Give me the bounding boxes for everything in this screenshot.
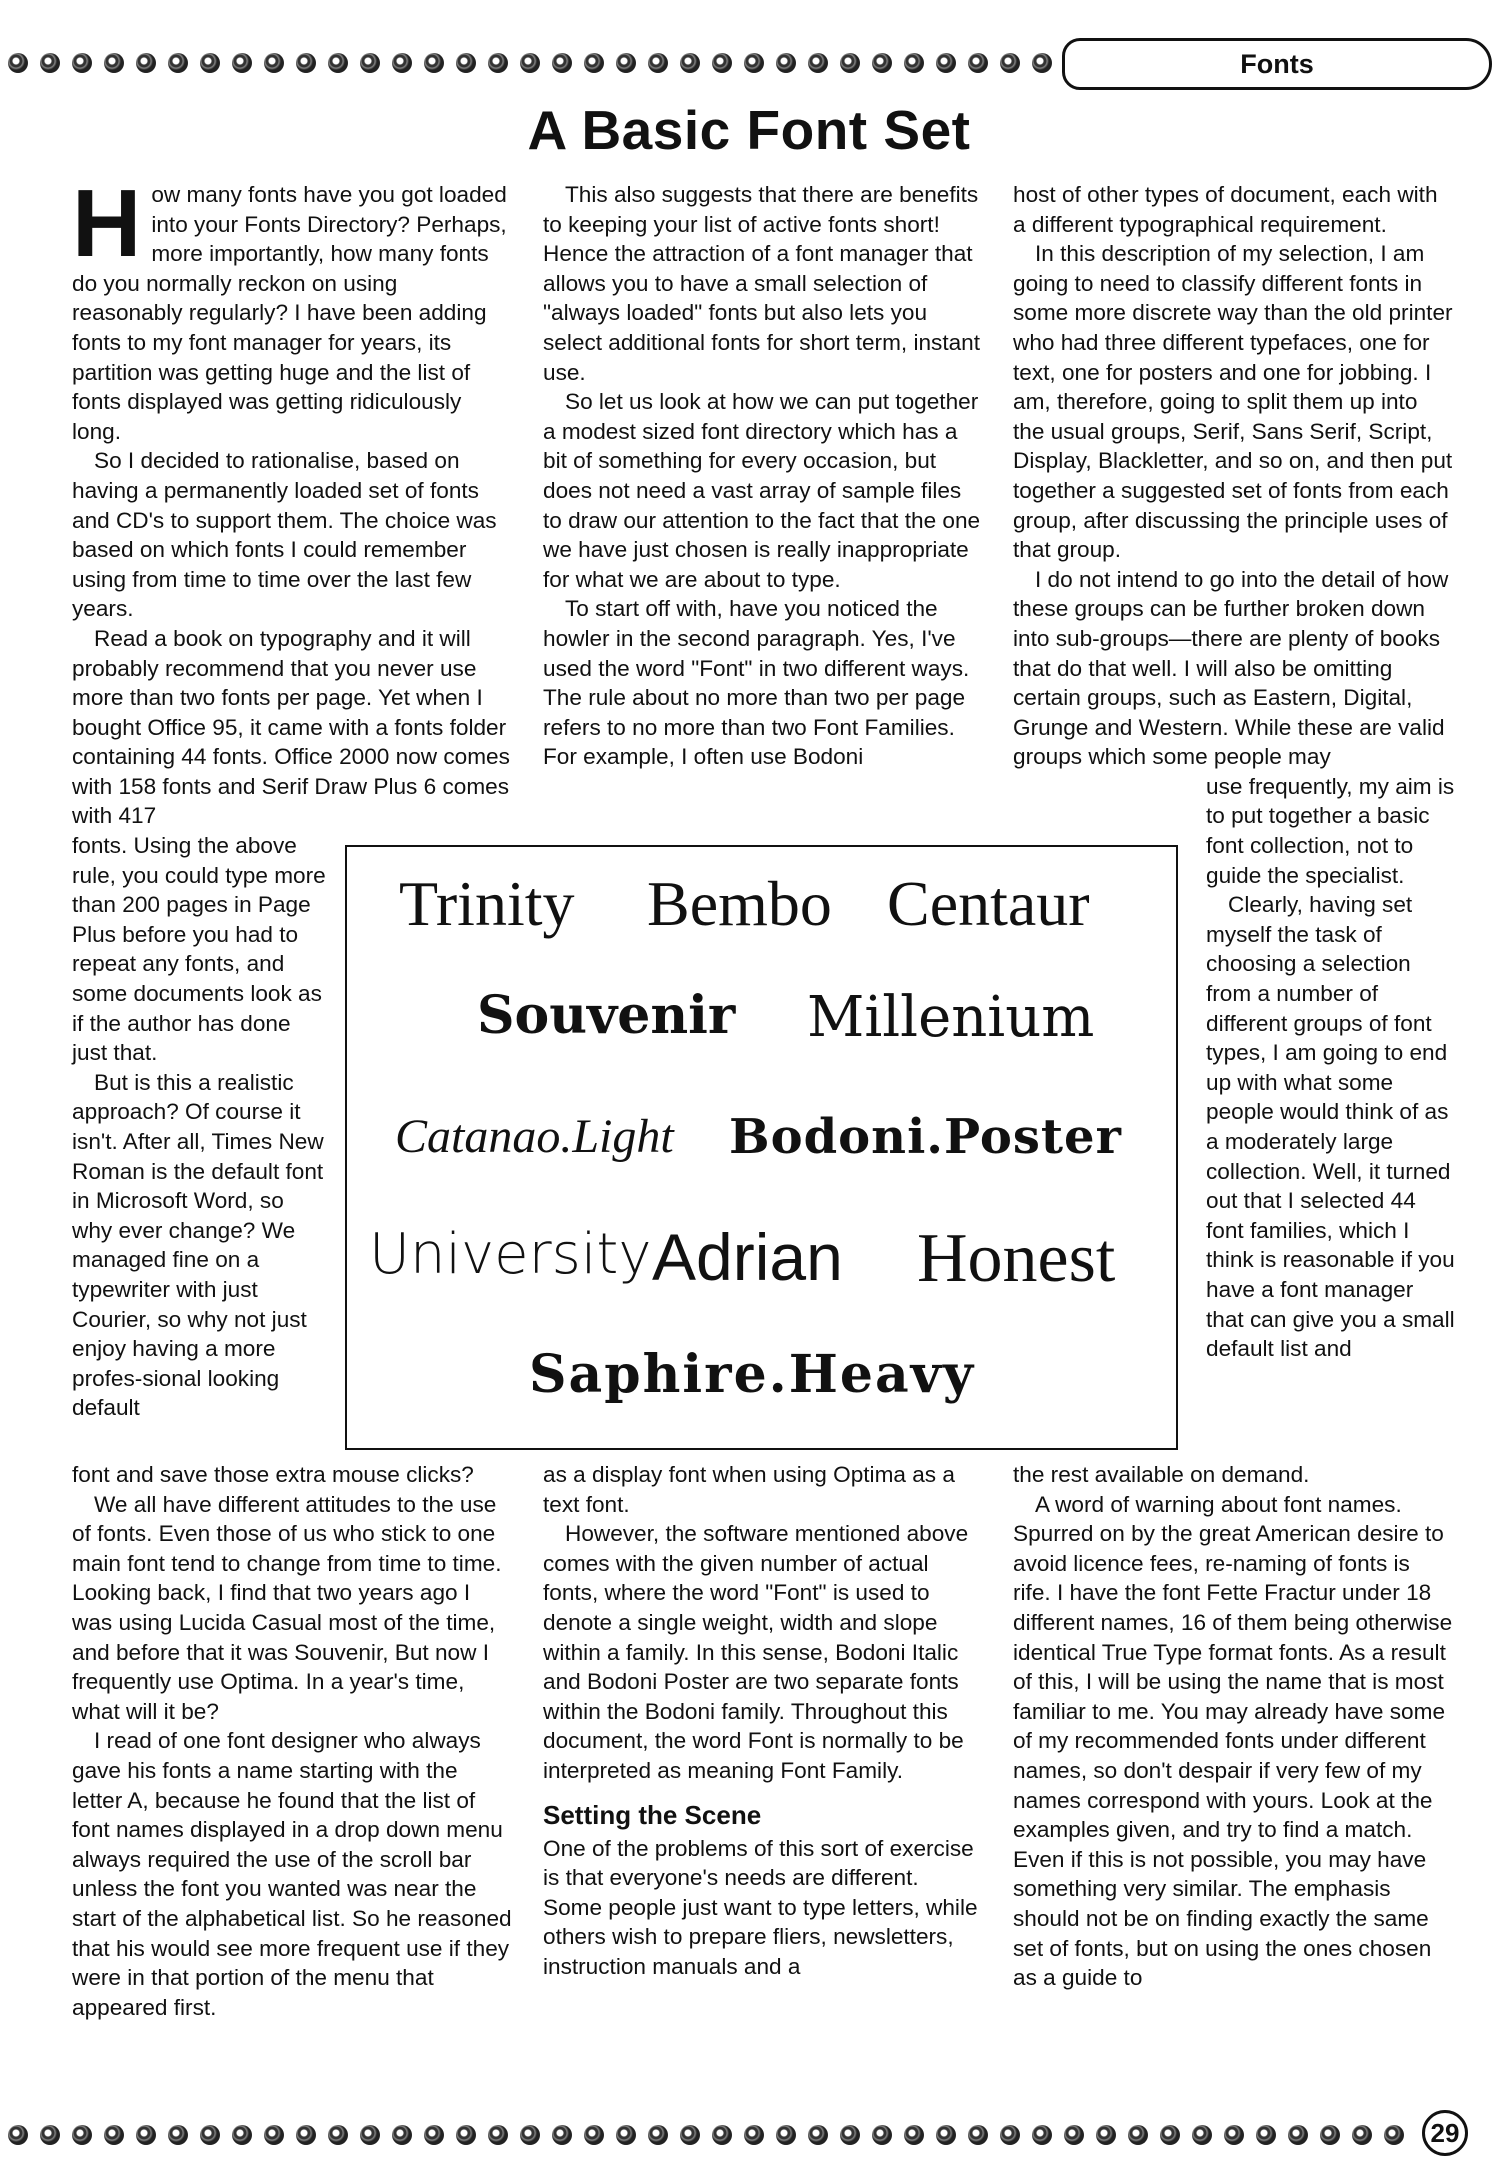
- decorative-dot: [1128, 2125, 1148, 2145]
- decorative-dot: [904, 2125, 924, 2145]
- paragraph: We all have different attitudes to the use of fonts. Even those of us who stick to one main font tend to change from time to time. Looking back, I find that two years ago I was using Lucida Casual most of the time, and before that it was Souvenir, But now I frequently use Optima. In a year's time, what will it be?: [72, 1491, 502, 1724]
- decorative-dot: [872, 53, 892, 73]
- decorative-dot: [392, 53, 412, 73]
- paragraph: However, the software mentioned above comes with the given number of actual fonts, where the word "Font" is used to denote a single weight, width and slope within a family. In this sense, Bodoni Italic and Bodoni Poster are two separate fonts within the Bodoni family. Throughout this document, the word Font is normally to be interpreted as meaning Font Family.: [543, 1521, 969, 1783]
- decorative-dot: [424, 2125, 444, 2145]
- decorative-dot: [1000, 53, 1020, 73]
- decorative-dot: [776, 53, 796, 73]
- decorative-dot: [328, 53, 348, 73]
- paragraph: Read a book on typography and it will probably recommend that you never use more than two fonts per page. Yet when I bought Office 95, it came with a fonts folder containing 44 fonts. Office 2000 now comes with 158 fonts and Serif Draw Plus 6 comes with 417: [72, 625, 510, 829]
- drop-cap: H: [72, 170, 142, 277]
- paragraph: This also suggests that there are benefits to keeping your list of active fonts short! Hence the attraction of a font manager that allows you to have a small selection of "always loaded" fonts but also lets you select additional fonts for short term, instant use.: [543, 182, 981, 385]
- decorative-dot: [168, 2125, 188, 2145]
- decorative-dot: [1032, 2125, 1052, 2145]
- paragraph: use frequently, my aim is to put together a basic font collection, not to guide the specialist.: [1206, 773, 1455, 888]
- decorative-dot: [264, 2125, 284, 2145]
- decorative-dot: [104, 2125, 124, 2145]
- paragraph-text: ow many fonts have you got loaded into your Fonts Directory? Perhaps, more importantly, how many fonts do you normally reckon on using reasonably regularly? I have been adding fonts to my font manager for years, its partition was getting huge and the list of fonts displayed was getting ridiculously long.: [72, 182, 507, 444]
- decorative-dot: [72, 53, 92, 73]
- decorative-dot: [200, 53, 220, 73]
- column-2-bottom: [543, 1460, 983, 1982]
- decorative-dot: [1352, 2125, 1372, 2145]
- decorative-dot: [520, 53, 540, 73]
- font-sample-souvenir: Souvenir: [477, 985, 736, 1046]
- section-label: Fonts: [1240, 48, 1314, 79]
- paragraph: host of other types of document, each with a different typographical requirement.: [1013, 182, 1438, 237]
- decorative-dot: [808, 53, 828, 73]
- decorative-dot: [520, 2125, 540, 2145]
- footer-dot-border: [8, 2125, 1428, 2145]
- decorative-dot: [968, 2125, 988, 2145]
- font-sample-bembo: Bembo: [647, 868, 832, 939]
- decorative-dot: [776, 2125, 796, 2145]
- font-sample-adrian: Adrian: [652, 1220, 843, 1294]
- font-sample-saphire: Saphire.Heavy: [529, 1344, 976, 1405]
- column-3-narrow: [1206, 772, 1456, 1364]
- decorative-dot: [744, 53, 764, 73]
- decorative-dot: [1192, 2125, 1212, 2145]
- decorative-dot: [936, 53, 956, 73]
- decorative-dot: [584, 2125, 604, 2145]
- decorative-dot: [840, 2125, 860, 2145]
- paragraph: Clearly, having set myself the task of choosing a selection from a number of different groups of font types, I am going to end up with what some people would think of as a moderately large collection. Well, it turned out that I selected 44 font families, which I think is reasonable if you have a font manager that can give you a small default list and: [1206, 892, 1455, 1362]
- decorative-dot: [904, 53, 924, 73]
- paragraph: In this description of my selection, I am going to need to classify different fonts in some more discrete way than the old printer who had three different typefaces, one for text, one for posters and one for jobbing. I am, therefore, going to split them up into the usual groups, Serif, Sans Serif, Script, Display, Blackletter, and so on, and then put together a suggested set of fonts from each group, after discussing the principle uses of that group.: [1013, 241, 1453, 563]
- decorative-dot: [168, 53, 188, 73]
- decorative-dot: [808, 2125, 828, 2145]
- paragraph: I do not intend to go into the detail of how these groups can be further broken down into sub-groups—there are plenty of books that do that well. I will also be omitting certain groups, such as Eastern, Digital, Grunge and Western. While these are valid groups which some people may: [1013, 566, 1449, 770]
- paragraph: font and save those extra mouse clicks?: [72, 1462, 474, 1487]
- paragraph: as a display font when using Optima as a text font.: [543, 1462, 955, 1517]
- column-1-narrow: [72, 831, 327, 1423]
- paragraph: So let us look at how we can put together a modest sized font directory which has a bit of something for every occasion, but does not need a vast array of sample files to draw our attention to the fact that the one we have just chosen is really inappropriate for what we are about to type.: [543, 389, 981, 592]
- font-sample-bodoni: Bodoni.Poster: [729, 1109, 1122, 1165]
- decorative-dot: [200, 2125, 220, 2145]
- decorative-dot: [968, 53, 988, 73]
- decorative-dot: [1224, 2125, 1244, 2145]
- page-number: [1422, 2110, 1468, 2156]
- decorative-dot: [424, 53, 444, 73]
- header-dot-border: [8, 53, 1060, 73]
- decorative-dot: [744, 2125, 764, 2145]
- column-2-top: [543, 180, 983, 772]
- paragraph: So I decided to rationalise, based on having a permanently loaded set of fonts and CD's to support them. The choice was based on which fonts I could remember using from time to time over the last few years.: [72, 448, 497, 622]
- decorative-dot: [1032, 53, 1052, 73]
- section-tab: [1062, 38, 1492, 90]
- font-sample-box: [345, 845, 1178, 1450]
- paragraph: To start off with, have you noticed the howler in the second paragraph. Yes, I've used the word "Font" in two different ways. The rule about no more than two per page refers to no more than two Font Families. For example, I often use Bodoni: [543, 596, 970, 770]
- decorative-dot: [232, 2125, 252, 2145]
- decorative-dot: [136, 53, 156, 73]
- decorative-dot: [1064, 2125, 1084, 2145]
- decorative-dot: [456, 2125, 476, 2145]
- font-sample-trinity: Trinity: [399, 868, 575, 939]
- decorative-dot: [680, 53, 700, 73]
- decorative-dot: [488, 53, 508, 73]
- decorative-dot: [1096, 2125, 1116, 2145]
- page-number-text: 29: [1430, 2117, 1460, 2148]
- decorative-dot: [328, 2125, 348, 2145]
- decorative-dot: [584, 53, 604, 73]
- decorative-dot: [8, 2125, 28, 2145]
- paragraph: fonts. Using the above rule, you could type more than 200 pages in Page Plus before you had to repeat any fonts, and some documents look as if the author has done just that.: [72, 833, 326, 1066]
- decorative-dot: [1320, 2125, 1340, 2145]
- decorative-dot: [1288, 2125, 1308, 2145]
- decorative-dot: [296, 53, 316, 73]
- decorative-dot: [648, 53, 668, 73]
- decorative-dot: [552, 2125, 572, 2145]
- decorative-dot: [296, 2125, 316, 2145]
- paragraph: One of the problems of this sort of exercise is that everyone's needs are different. Some people just want to type letters, while others wish to prepare fliers, newsletters, instruction manuals and a: [543, 1835, 978, 1979]
- decorative-dot: [840, 53, 860, 73]
- decorative-dot: [1256, 2125, 1276, 2145]
- font-sample-honest: Honest: [917, 1220, 1116, 1297]
- font-sample-centaur: Centaur: [887, 868, 1090, 939]
- decorative-dot: [360, 53, 380, 73]
- page-title: A Basic Font Set: [527, 99, 971, 161]
- font-sample-catanao: Catanao.Light: [395, 1110, 674, 1163]
- decorative-dot: [1160, 2125, 1180, 2145]
- column-3-bottom: [1013, 1460, 1453, 1993]
- decorative-dot: [136, 2125, 156, 2145]
- column-1-bottom: [72, 1460, 512, 2022]
- paragraph: I read of one font designer who always gave his fonts a name starting with the letter A, because he found that the list of font names displayed in a drop down menu always required the use of the scroll bar unless the font you wanted was near the start of the alphabetical list. So he reasoned that his would see more frequent use if they were in that portion of the menu that appeared first.: [72, 1728, 512, 2020]
- decorative-dot: [936, 2125, 956, 2145]
- decorative-dot: [1384, 2125, 1404, 2145]
- decorative-dot: [712, 53, 732, 73]
- font-sample-millenium: Millenium: [807, 985, 1095, 1050]
- decorative-dot: [872, 2125, 892, 2145]
- decorative-dot: [40, 2125, 60, 2145]
- decorative-dot: [8, 53, 28, 73]
- decorative-dot: [616, 53, 636, 73]
- decorative-dot: [1000, 2125, 1020, 2145]
- decorative-dot: [392, 2125, 412, 2145]
- paragraph: But is this a realistic approach? Of course it isn't. After all, Times New Roman is the default font in Microsoft Word, so why ever change? We managed fine on a typewriter with just Courier, so why not just enjoy having a more profes-sional looking default: [72, 1069, 324, 1421]
- decorative-dot: [360, 2125, 380, 2145]
- paragraph: [72, 170, 512, 446]
- decorative-dot: [488, 2125, 508, 2145]
- paragraph: the rest available on demand.: [1013, 1462, 1310, 1487]
- decorative-dot: [552, 53, 572, 73]
- decorative-dot: [72, 2125, 92, 2145]
- font-sample-university: University: [369, 1222, 652, 1287]
- decorative-dot: [232, 53, 252, 73]
- decorative-dot: [104, 53, 124, 73]
- decorative-dot: [456, 53, 476, 73]
- decorative-dot: [712, 2125, 732, 2145]
- decorative-dot: [616, 2125, 636, 2145]
- decorative-dot: [40, 53, 60, 73]
- subheading: Setting the Scene: [543, 1799, 762, 1830]
- decorative-dot: [648, 2125, 668, 2145]
- paragraph: A word of warning about font names. Spurred on by the great American desire to avoid licence fees, re-naming of fonts is rife. I have the font Fette Fractur under 18 different names, 16 of them being otherwise identical True Type format fonts. As a result of this, I will be using the name that is most familiar to me. You may already have some of my recommended fonts under different names, so don't despair if very few of my names correspond with yours. Look at the examples given, and try to find a match. Even if this is not possible, you may have something very similar. The emphasis should not be on finding exactly the same set of fonts, but on using the ones chosen as a guide to: [1013, 1491, 1453, 1991]
- decorative-dot: [264, 53, 284, 73]
- decorative-dot: [680, 2125, 700, 2145]
